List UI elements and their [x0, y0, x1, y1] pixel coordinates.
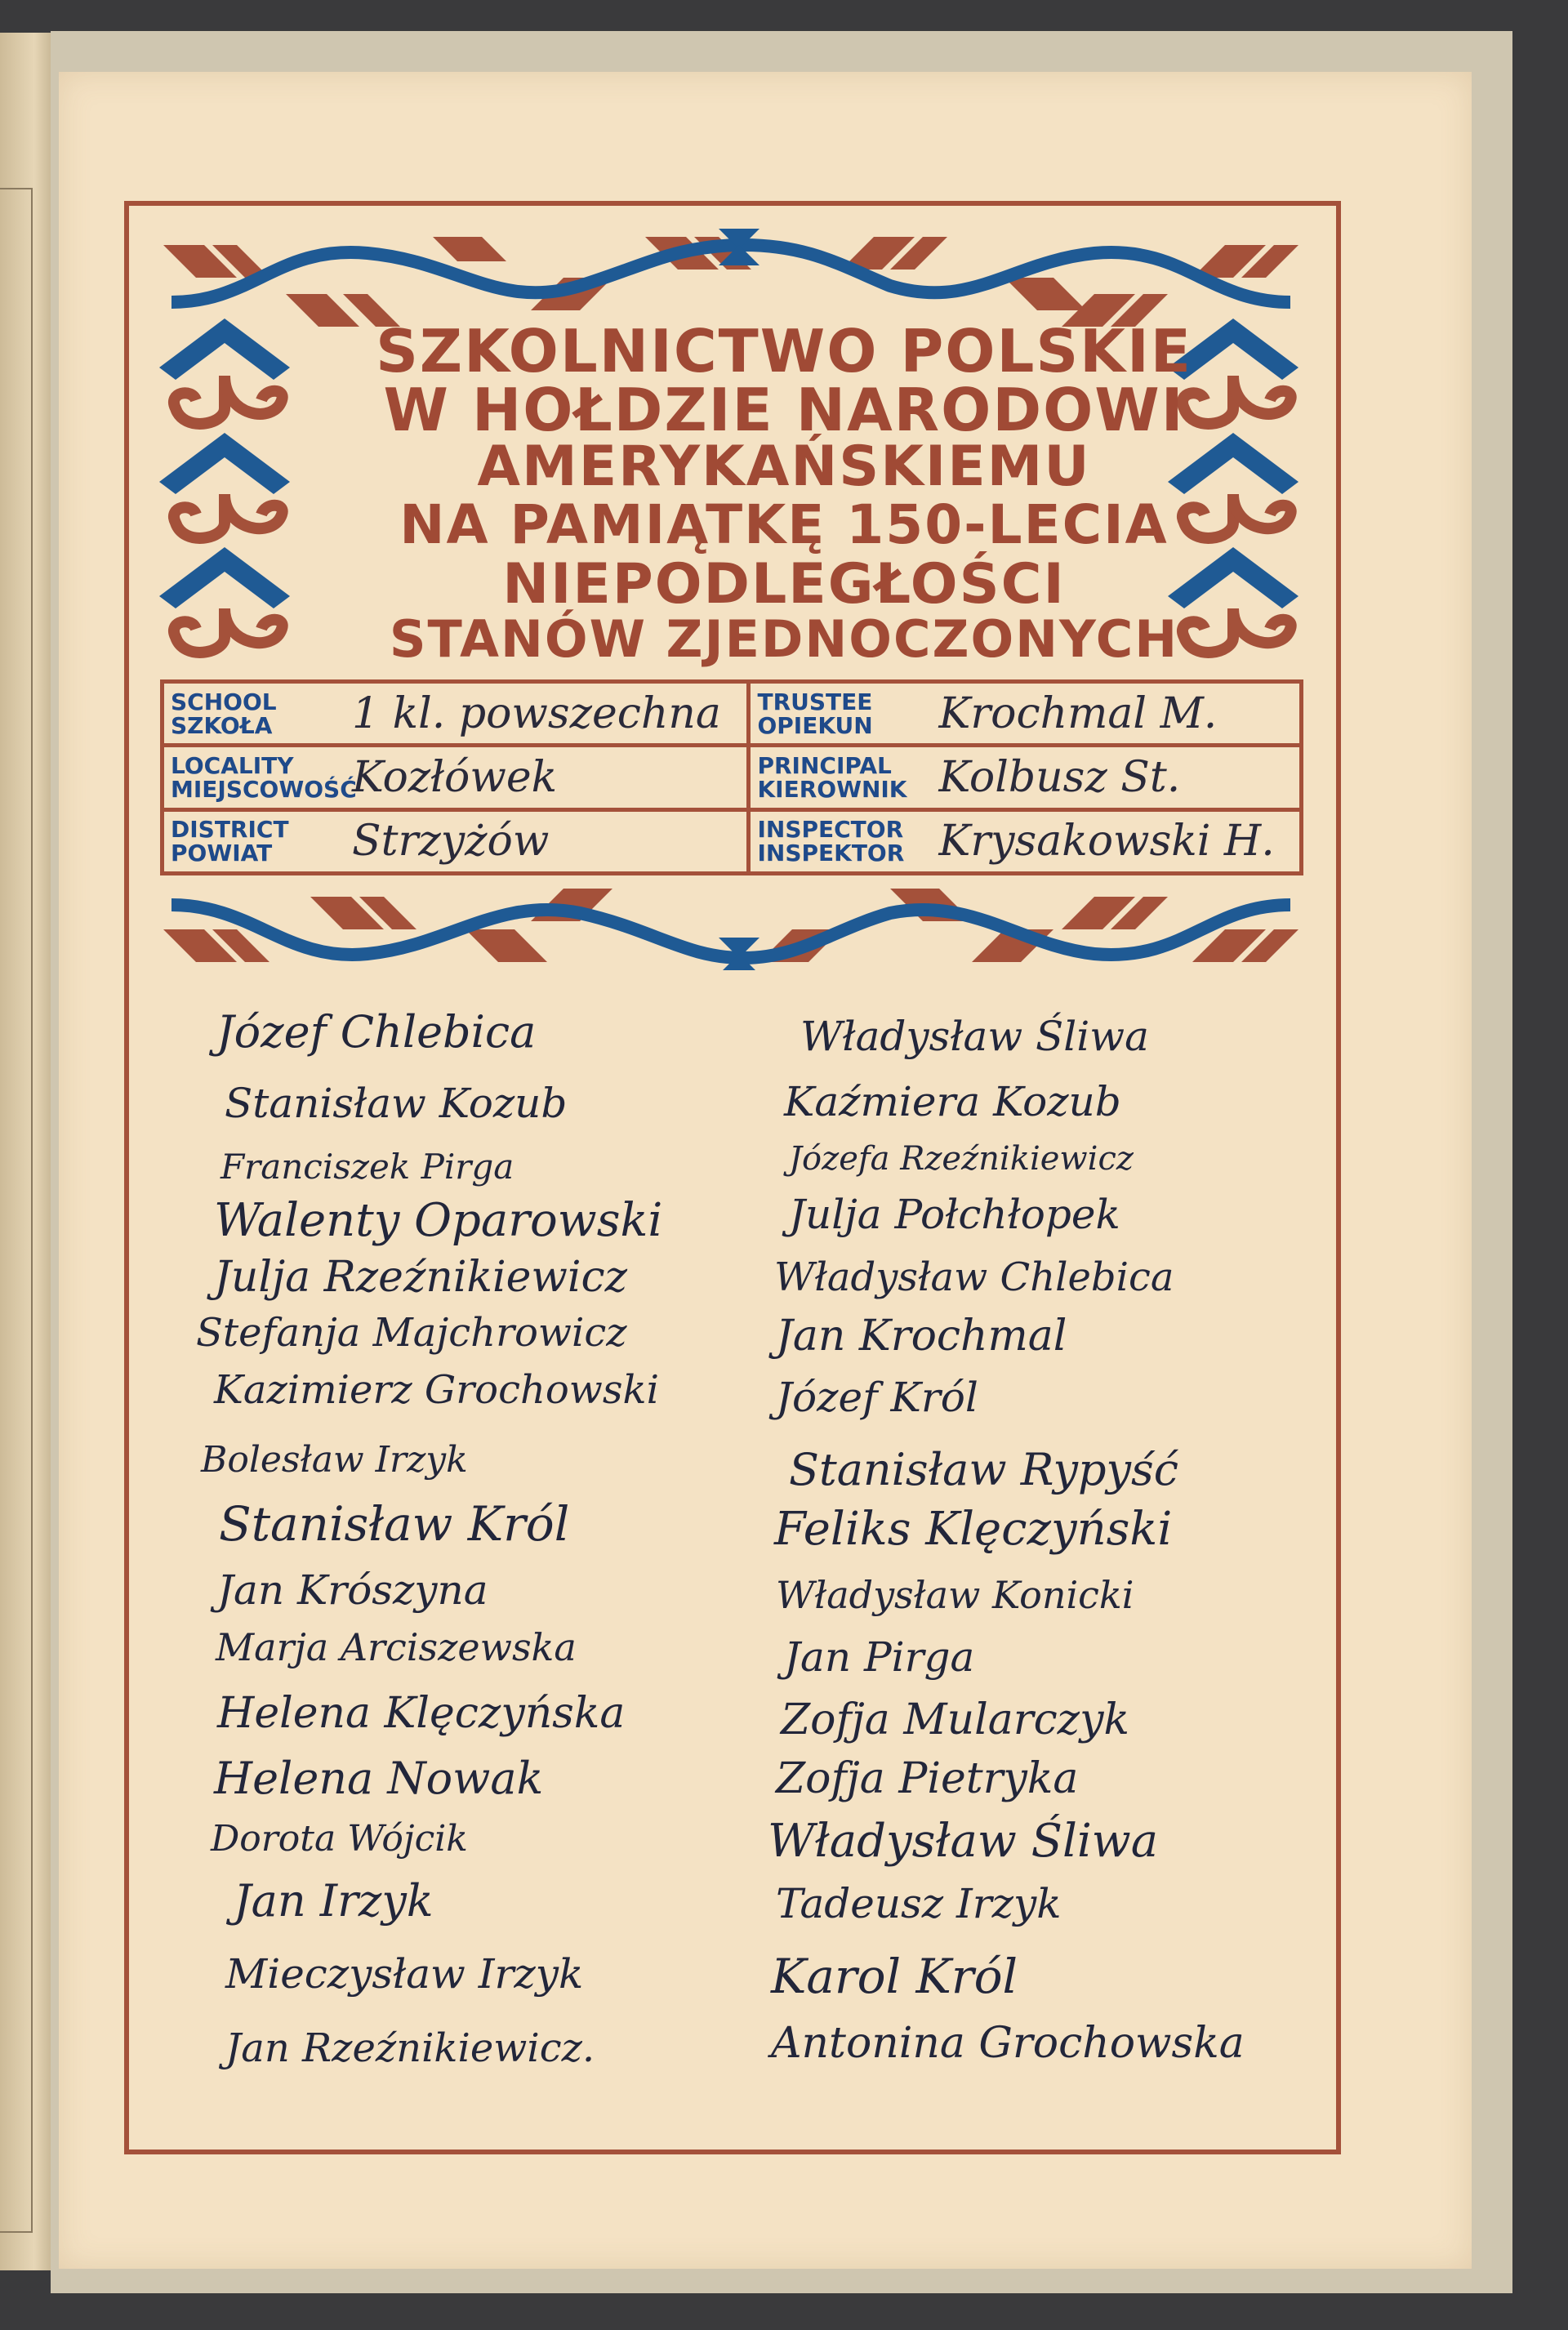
signature-right-1: Władysław Śliwa: [800, 1013, 1149, 1060]
signature-right-6: Jan Krochmal: [776, 1312, 1067, 1361]
signature-right-13: Zofja Pietryka: [776, 1754, 1079, 1803]
signature-left-17: Jan Rzeźnikiewicz.: [225, 2025, 595, 2071]
school-label: SCHOOL SZKOŁA: [171, 688, 277, 739]
signature-right-4: Julja Połchłopek: [789, 1191, 1120, 1238]
locality-cell: [163, 746, 749, 809]
inspector-cell: [749, 809, 1302, 873]
signature-right-3: Józefa Rzeźnikiewicz: [789, 1140, 1134, 1178]
district-cell: [163, 809, 749, 873]
signature-right-12: Zofja Mularczyk: [781, 1695, 1129, 1744]
bottom-ribbon-ornament-icon: [155, 880, 1307, 970]
signature-left-13: Helena Nowak: [214, 1753, 544, 1804]
district-label: DISTRICT POWIAT: [171, 816, 289, 867]
signature-left-4: Walenty Oparowski: [214, 1194, 663, 1247]
signature-left-16: Mieczysław Irzyk: [225, 1950, 584, 1998]
signature-right-7: Józef Król: [776, 1374, 978, 1421]
signature-right-2: Kaźmiera Kozub: [784, 1078, 1121, 1125]
signature-left-3: Franciszek Pirga: [220, 1147, 514, 1187]
signature-right-17: Antonina Grochowska: [771, 2019, 1245, 2068]
school-value: 1 kl. powszechna: [352, 688, 721, 738]
inspector-label: INSPECTOR INSPEKTOR: [757, 816, 905, 867]
locality-value: Kozłówek: [352, 752, 558, 802]
locality-label: LOCALITY MIEJSCOWOŚĆ: [171, 751, 357, 803]
trustee-value: Krochmal M.: [938, 688, 1218, 738]
signature-left-6: Stefanja Majchrowicz: [196, 1310, 627, 1356]
principal-label: PRINCIPAL KIEROWNIK: [757, 751, 907, 803]
signature-left-15: Jan Irzyk: [234, 1875, 434, 1927]
signature-left-5: Julja Rzeźnikiewicz: [214, 1253, 628, 1302]
signature-right-10: Władysław Konicki: [776, 1573, 1134, 1617]
signature-left-14: Dorota Wójcik: [211, 1818, 468, 1860]
school-cell: [163, 682, 749, 746]
signature-right-14: Władysław Śliwa: [768, 1815, 1159, 1868]
signature-left-2: Stanisław Kozub: [225, 1080, 568, 1127]
signature-left-7: Kazimierz Grochowski: [214, 1367, 659, 1413]
signature-right-5: Władysław Chlebica: [774, 1254, 1174, 1300]
signature-right-9: Feliks Klęczyński: [774, 1503, 1173, 1556]
title-line-3: AMERYKAŃSKIEMU: [477, 434, 1091, 499]
signature-left-11: Marja Arciszewska: [216, 1625, 577, 1669]
district-value: Strzyżów: [352, 817, 550, 867]
principal-value: Kolbusz St.: [938, 752, 1181, 802]
signature-left-9: Stanisław Król: [219, 1496, 570, 1552]
signature-left-12: Helena Klęczyńska: [217, 1689, 626, 1738]
title-line-1: SZKOLNICTWO POLSKIE: [376, 317, 1192, 385]
principal-cell: [749, 746, 1302, 809]
signature-right-11: Jan Pirga: [784, 1633, 975, 1681]
title-line-4: NA PAMIĄTKĘ 150-LECIA: [399, 493, 1169, 556]
inspector-value: Krysakowski H.: [938, 817, 1275, 867]
signature-left-1: Józef Chlebica: [216, 1006, 537, 1058]
school-info-table: [160, 679, 1303, 875]
trustee-cell: [749, 682, 1302, 746]
signature-right-15: Tadeusz Irzyk: [776, 1880, 1062, 1927]
title-line-5: NIEPODLEGŁOŚCI: [502, 552, 1066, 617]
title-line-6: STANÓW ZJEDNOCZONYCH: [389, 609, 1179, 669]
signature-left-10: Jan Krószyna: [217, 1566, 488, 1614]
signature-left-8: Bolesław Irzyk: [201, 1439, 468, 1481]
trustee-label: TRUSTEE OPIEKUN: [757, 688, 873, 739]
signature-right-16: Karol Król: [771, 1949, 1018, 2004]
title-line-2: W HOŁDZIE NARODOWI: [383, 376, 1185, 444]
signature-right-8: Stanisław Rypyść: [789, 1444, 1178, 1495]
top-ribbon-ornament-icon: [155, 229, 1307, 327]
